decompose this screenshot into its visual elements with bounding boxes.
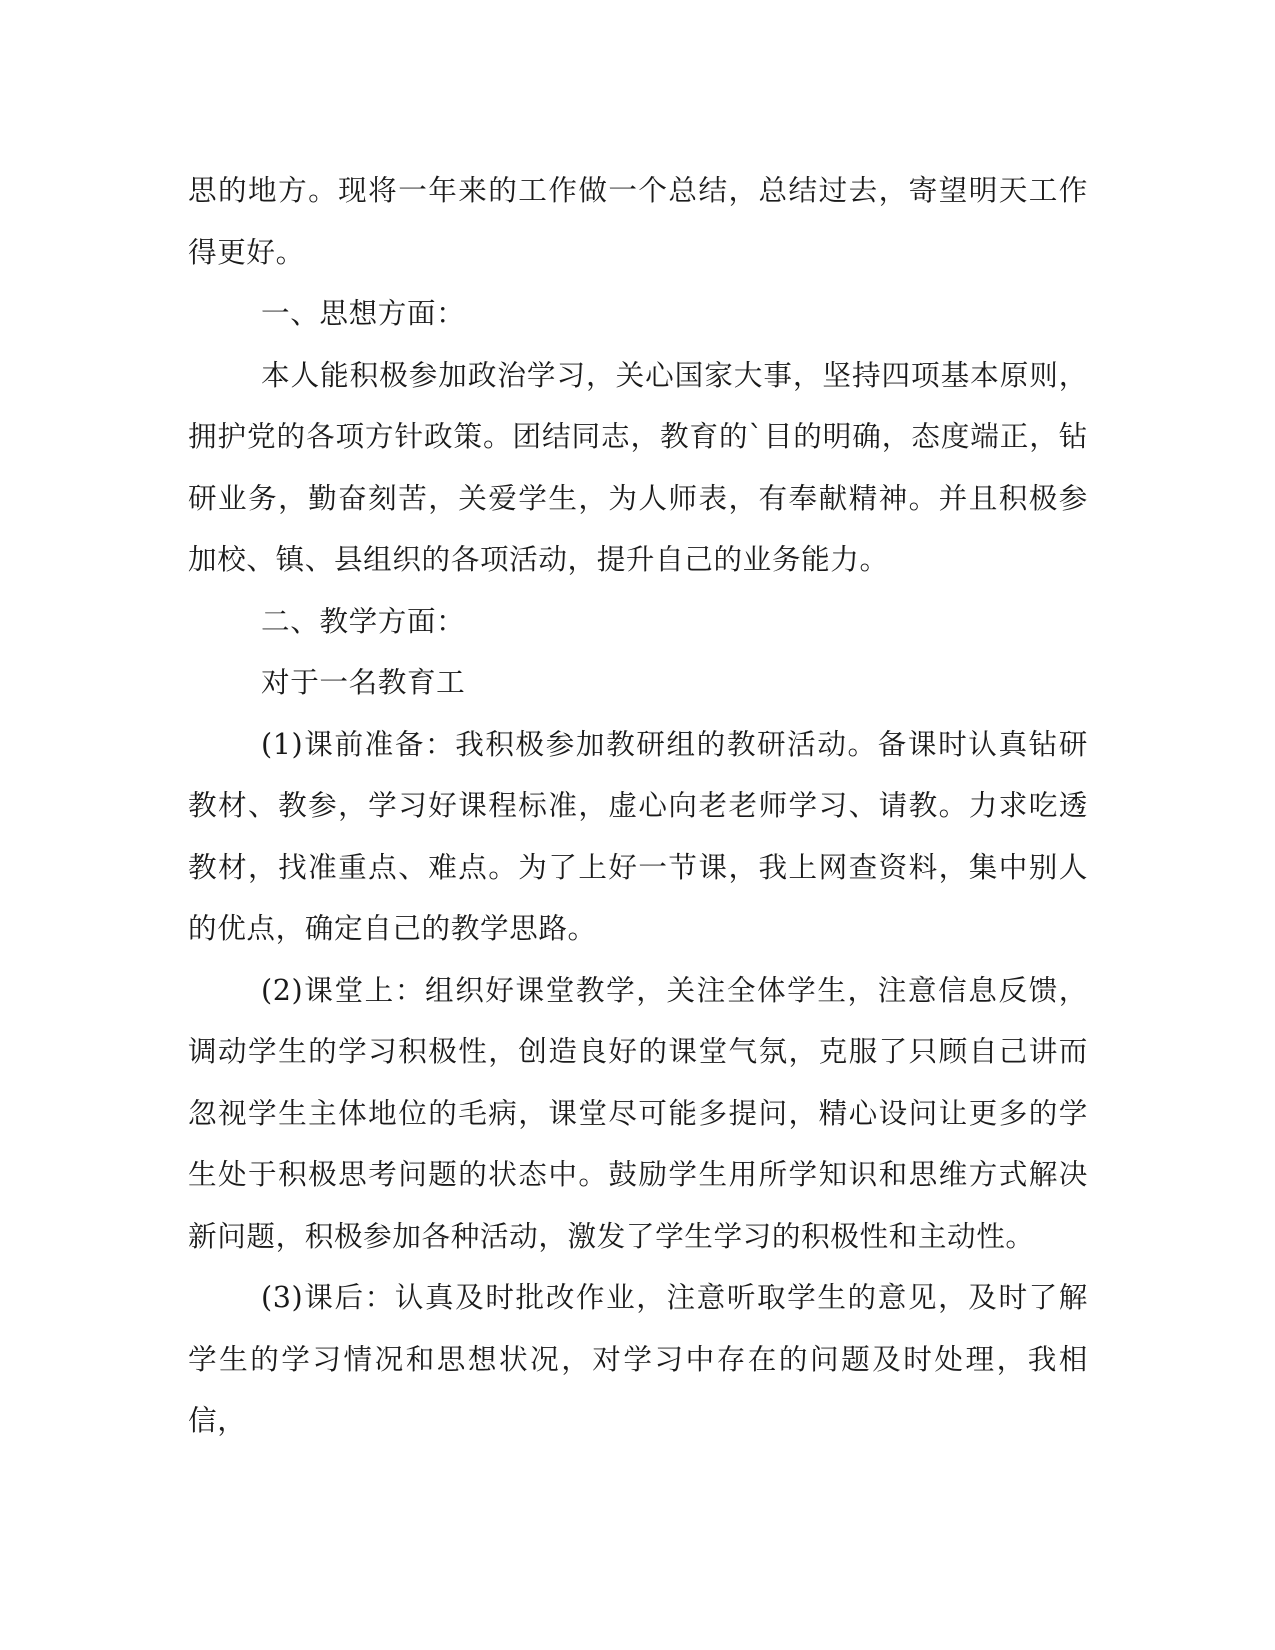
paragraph-after-class: (3)课后：认真及时批改作业，注意听取学生的意见，及时了解学生的学习情况和思想状况，对学习中存在的问题及时处理，我相信， — [188, 1280, 1088, 1437]
paragraph-intro-continuation: 思的地方。现将一年来的工作做一个总结，总结过去，寄望明天工作得更好。 — [188, 173, 1088, 269]
heading-teaching: 二、教学方面： — [261, 603, 466, 638]
paragraph-lesson-preparation: (1)课前准备：我积极参加教研组的教研活动。备课时认真钻研教材、教参，学习好课程标准，虚心向老老师学习、请教。力求吃透教材，找准重点、难点。为了上好一节课，我上网查资料，集中别人的优点，确定自己的教学思路。 — [188, 726, 1088, 945]
document-body — [188, 160, 1088, 1452]
paragraph-ideology: 本人能积极参加政治学习，关心国家大事，坚持四项基本原则，拥护党的各项方针政策。团结同志，教育的`目的明确，态度端正，钻研业务，勤奋刻苦，关爱学生，为人师表，有奉献精神。并且积极参加校、镇、县组织的各项活动，提升自己的业务能力。 — [188, 357, 1088, 576]
heading-ideology: 一、思想方面： — [261, 296, 466, 330]
paragraph-teaching-fragment: 对于一名教育工 — [261, 665, 466, 699]
paragraph-classroom: (2)课堂上：组织好课堂教学，关注全体学生，注意信息反馈，调动学生的学习积极性，创造良好的课堂气氛，克服了只顾自己讲而忽视学生主体地位的毛病，课堂尽可能多提问，精心设问让更多的学生处于积极思考问题的状态中。鼓励学生用所学知识和思维方式解决新问题，积极参加各种活动，激发了学生学习的积极性和主动性。 — [188, 972, 1088, 1253]
